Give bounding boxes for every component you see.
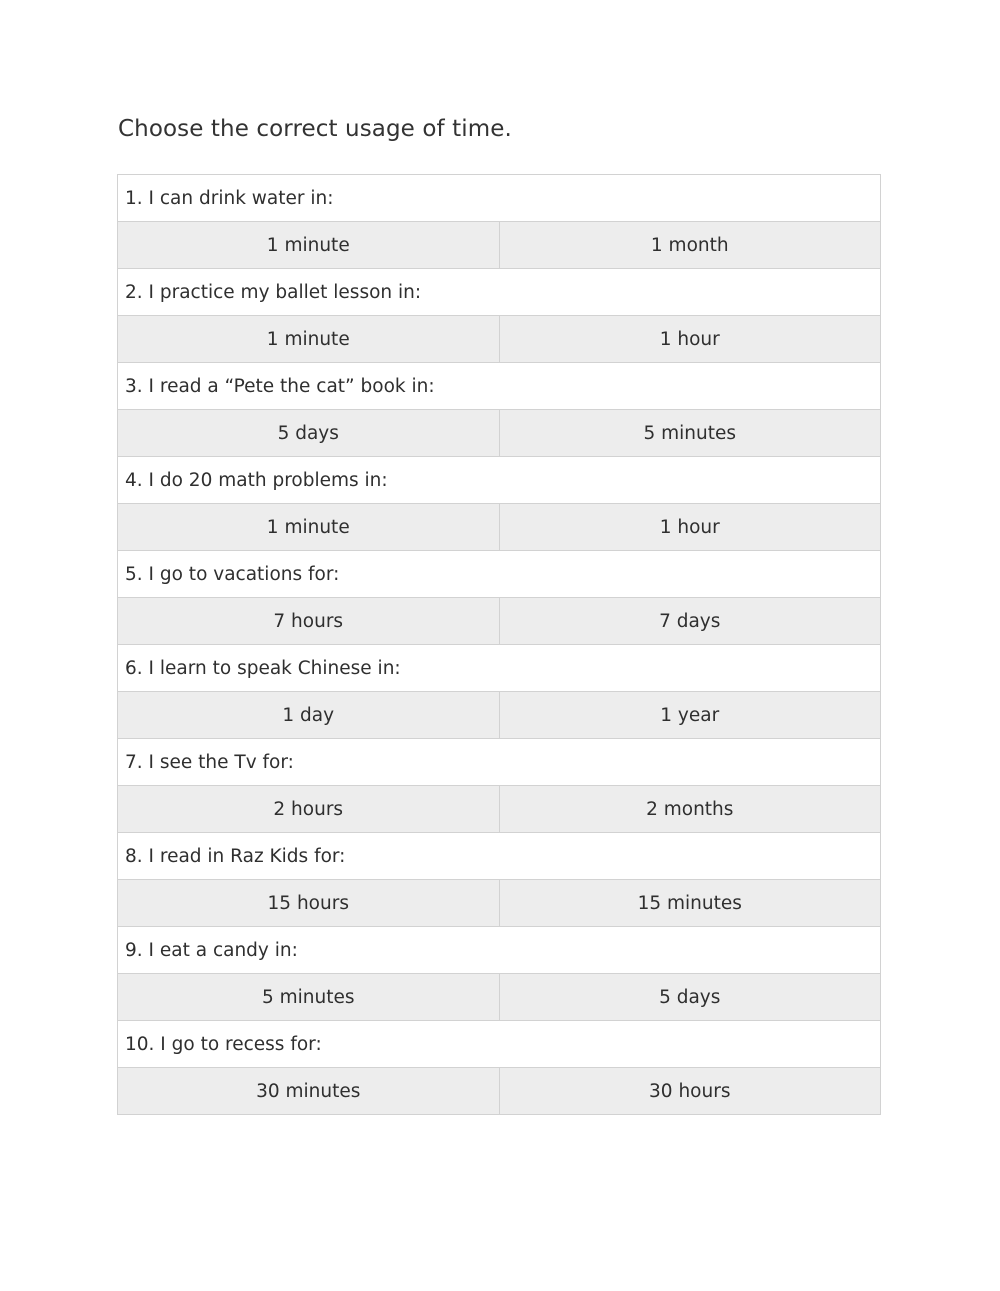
answer-row-7	[118, 786, 881, 833]
option-7b[interactable]: 2 months	[500, 786, 882, 832]
option-5b[interactable]: 7 days	[500, 598, 882, 644]
option-10b[interactable]: 30 hours	[500, 1068, 882, 1114]
option-8a[interactable]: 15 hours	[118, 880, 500, 926]
option-10a[interactable]: 30 minutes	[118, 1068, 500, 1114]
option-2a[interactable]: 1 minute	[118, 316, 500, 362]
answer-row-2	[118, 316, 881, 363]
question-4: 4. I do 20 math problems in:	[118, 457, 881, 504]
option-9b[interactable]: 5 days	[500, 974, 882, 1020]
option-4a[interactable]: 1 minute	[118, 504, 500, 550]
question-10: 10. I go to recess for:	[118, 1021, 881, 1068]
option-9a[interactable]: 5 minutes	[118, 974, 500, 1020]
question-2: 2. I practice my ballet lesson in:	[118, 269, 881, 316]
option-3b[interactable]: 5 minutes	[500, 410, 882, 456]
question-1: 1. I can drink water in:	[118, 175, 881, 222]
answer-row-8	[118, 880, 881, 927]
question-6: 6. I learn to speak Chinese in:	[118, 645, 881, 692]
option-7a[interactable]: 2 hours	[118, 786, 500, 832]
option-6b[interactable]: 1 year	[500, 692, 882, 738]
option-3a[interactable]: 5 days	[118, 410, 500, 456]
answer-row-1	[118, 222, 881, 269]
option-4b[interactable]: 1 hour	[500, 504, 882, 550]
question-8: 8. I read in Raz Kids for:	[118, 833, 881, 880]
option-2b[interactable]: 1 hour	[500, 316, 882, 362]
answer-row-5	[118, 598, 881, 645]
question-7: 7. I see the Tv for:	[118, 739, 881, 786]
option-6a[interactable]: 1 day	[118, 692, 500, 738]
option-5a[interactable]: 7 hours	[118, 598, 500, 644]
question-table	[117, 174, 881, 1115]
question-9: 9. I eat a candy in:	[118, 927, 881, 974]
option-1b[interactable]: 1 month	[500, 222, 882, 268]
answer-row-3	[118, 410, 881, 457]
option-1a[interactable]: 1 minute	[118, 222, 500, 268]
answer-row-4	[118, 504, 881, 551]
question-3: 3. I read a “Pete the cat” book in:	[118, 363, 881, 410]
answer-row-6	[118, 692, 881, 739]
answer-row-10	[118, 1068, 881, 1115]
worksheet-title: Choose the correct usage of time.	[118, 116, 512, 142]
answer-row-9	[118, 974, 881, 1021]
option-8b[interactable]: 15 minutes	[500, 880, 882, 926]
question-5: 5. I go to vacations for:	[118, 551, 881, 598]
